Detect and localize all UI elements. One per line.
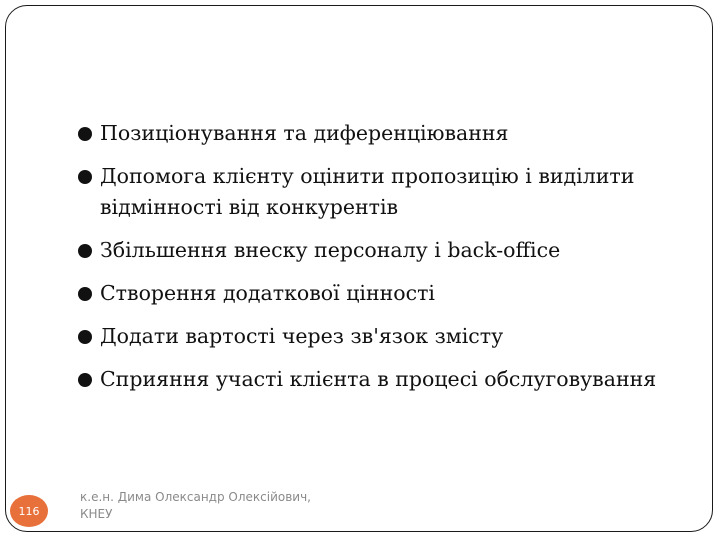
bullet-text: Допомога клієнту оцінити пропозицію і виділити відмінності від конкурентів	[100, 164, 635, 219]
footer-author-line2: КНЕУ	[80, 507, 113, 521]
bullet-dot-icon	[78, 244, 92, 258]
bullet-dot-icon	[78, 287, 92, 301]
bullet-dot-icon	[78, 330, 92, 344]
bullet-text: Позиціонування та диференціювання	[100, 121, 509, 145]
bullet-dot-icon	[78, 170, 92, 184]
bullet-item	[78, 118, 678, 149]
page-number-badge: 116	[10, 495, 48, 527]
bullet-list	[78, 118, 678, 407]
footer-author	[80, 489, 380, 523]
footer-author-line1: к.е.н. Дима Олександр Олексійович,	[80, 490, 311, 504]
bullet-text: Збільшення внеску персоналу і back-office	[100, 238, 561, 262]
bullet-dot-icon	[78, 373, 92, 387]
bullet-item	[78, 235, 678, 266]
bullet-dot-icon	[78, 127, 92, 141]
bullet-text: Додати вартості через зв'язок змісту	[100, 324, 504, 348]
bullet-item	[78, 321, 678, 352]
bullet-text: Створення додаткової цінності	[100, 281, 435, 305]
bullet-item	[78, 364, 678, 395]
bullet-text: Сприяння участі клієнта в процесі обслуговування	[100, 367, 657, 391]
bullet-item	[78, 278, 678, 309]
bullet-item	[78, 161, 678, 223]
